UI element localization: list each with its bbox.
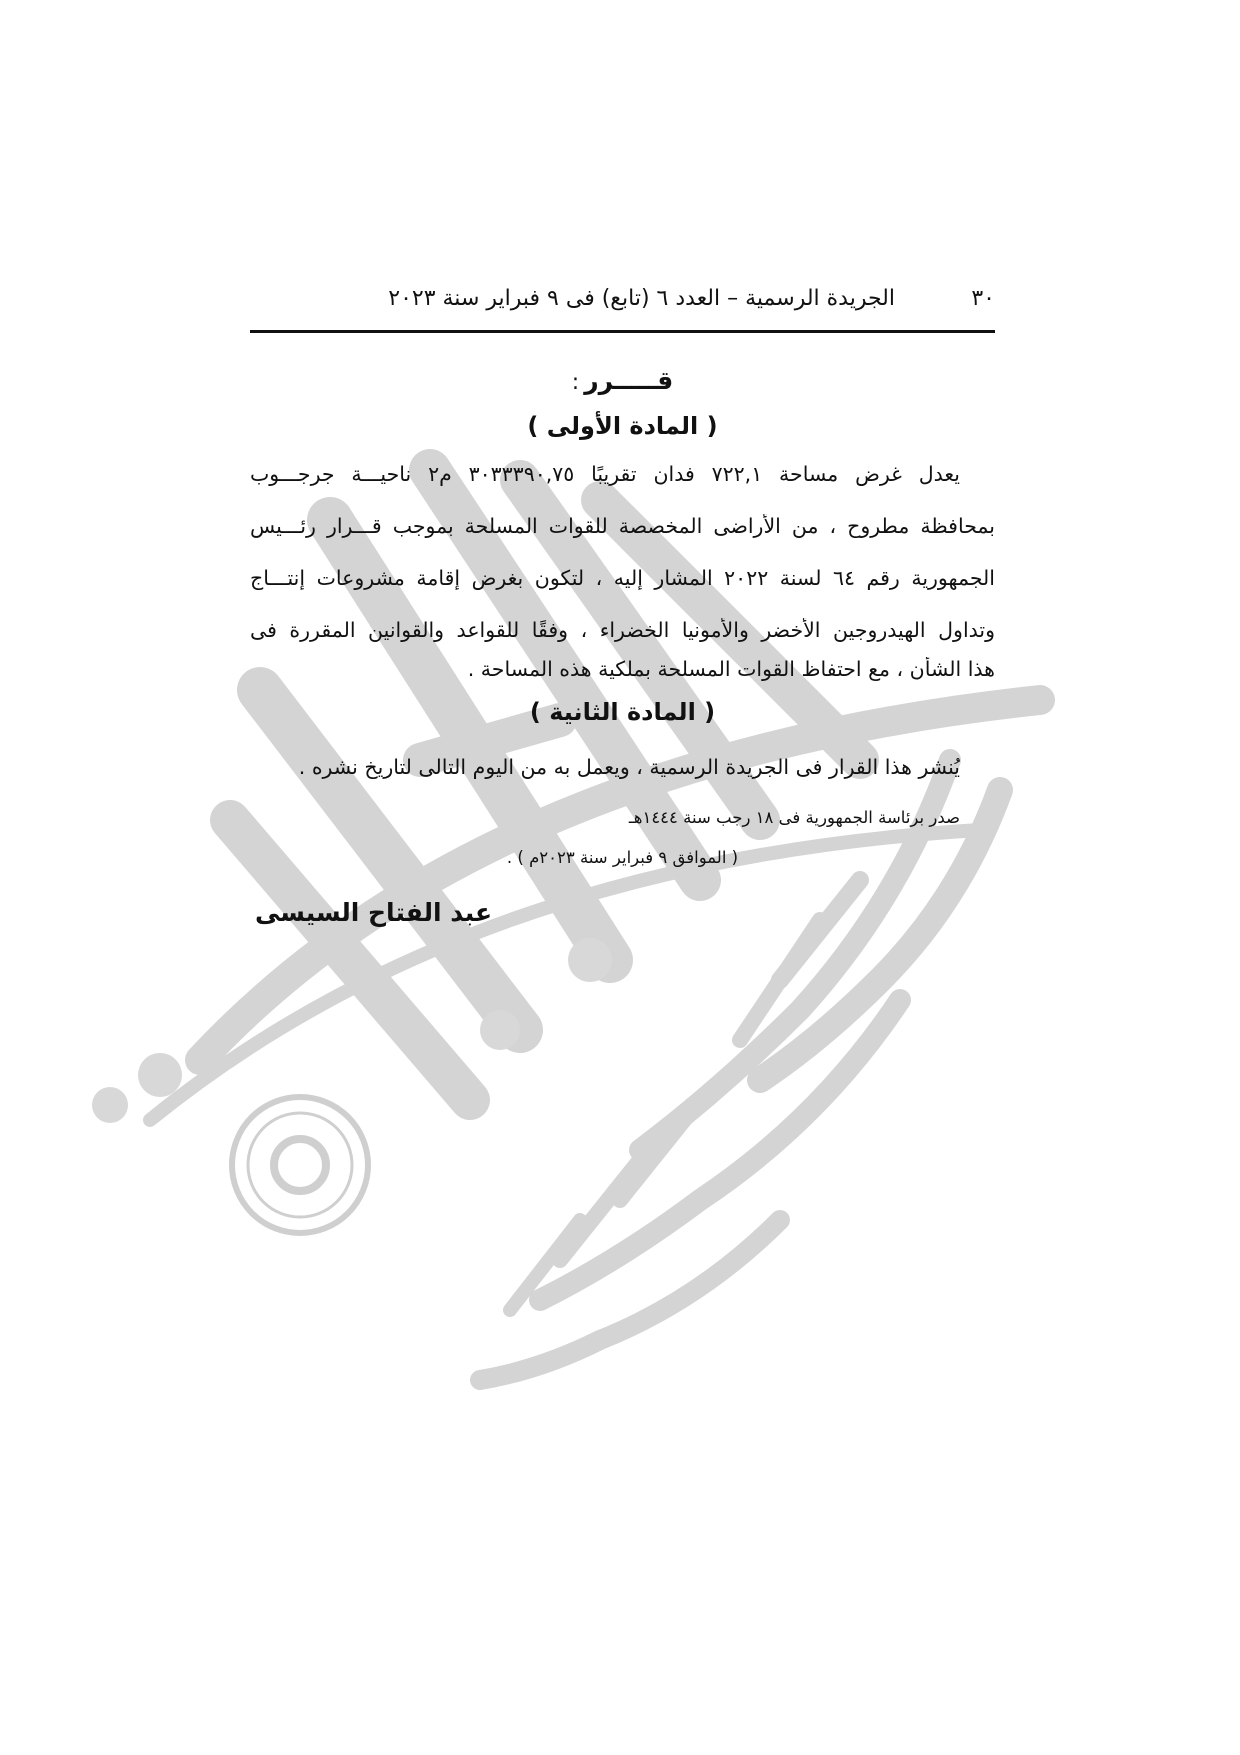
page-header: [250, 282, 995, 333]
article-2-line: يُنشر هذا القرار فى الجريدة الرسمية ، ويعمل به من اليوم التالى لتاريخ نشره .: [298, 755, 960, 779]
article-1-line-5: هذا الشأن ، مع احتفاظ القوات المسلحة بملكية هذه المساحة .: [467, 657, 995, 681]
decree-heading: [250, 366, 995, 395]
decree-colon: :: [571, 370, 580, 395]
article-1-heading: ( المادة الأولى ): [527, 412, 718, 440]
issued-line-2: ( الموافق ٩ فبراير سنة ٢٠٢٣م ) .: [506, 848, 739, 867]
article-1-line-2: بمحافظة مطروح ، من الأراضى المخصصة للقوات المسلحة بموجب قـــرار رئـــيس: [250, 514, 995, 538]
page-number: ٣٠: [971, 286, 995, 311]
issued-line-1: صدر برئاسة الجمهورية فى ١٨ رجب سنة ١٤٤٤هـ: [628, 808, 960, 827]
article-1-line-3: الجمهورية رقم ٦٤ لسنة ٢٠٢٢ المشار إليه ، لتكون بغرض إقامة مشروعات إنتـــاج: [250, 566, 995, 590]
article-2-heading: ( المادة الثانية ): [529, 698, 716, 726]
article-1-line-4: وتداول الهيدروجين الأخضر والأمونيا الخضراء ، وفقًا للقواعد والقوانين المقررة فى: [250, 618, 995, 642]
decree-word: قـــــرر: [584, 366, 674, 395]
article-1-line-1: يعدل غرض مساحة ٧٢٢,١ فدان تقريبًا ٣٠٣٣٣٩٠,٧٥ م٢ ناحيـــة جرجـــوب: [250, 462, 960, 486]
signature: عبد الفتاح السيسى: [255, 898, 493, 927]
gazette-title: الجريدة الرسمية – العدد ٦ (تابع) فى ٩ فبراير سنة ٢٠٢٣: [388, 286, 895, 311]
